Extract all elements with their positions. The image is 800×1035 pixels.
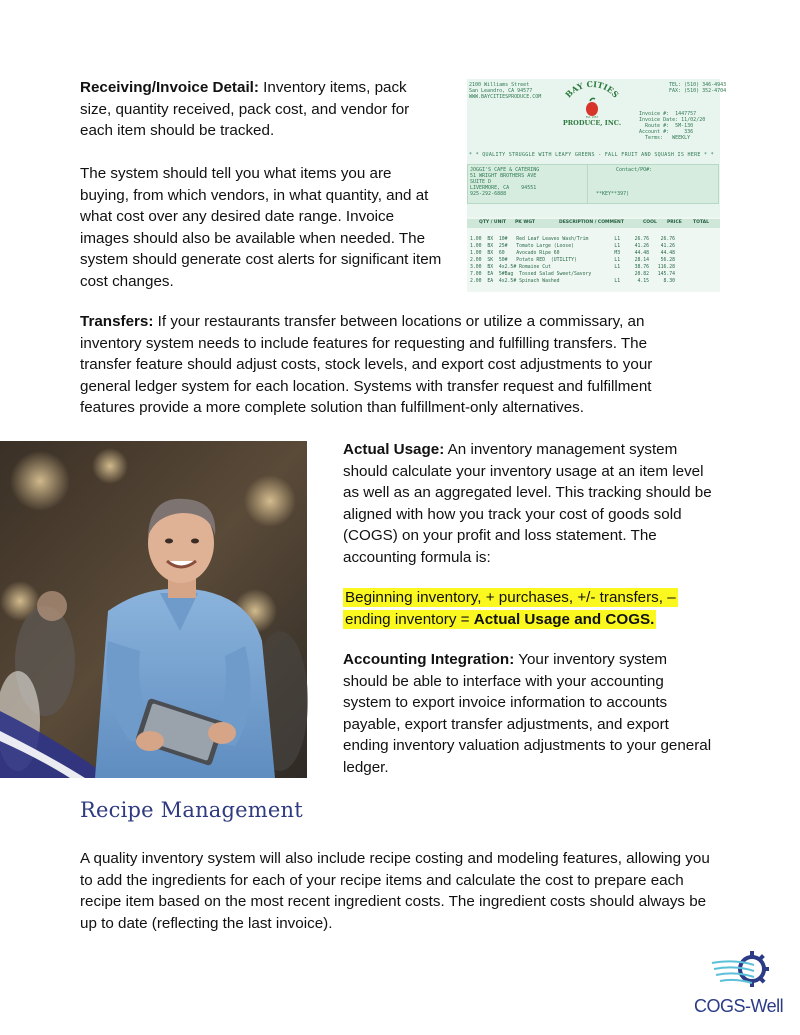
invoice-col-price: PRICE — [667, 220, 682, 225]
invoice-row: 3.00 BX 4x2.5# Romaine Cut L1 38.76 116.28 — [470, 265, 676, 270]
invoice-logo-est: Est. 1957 — [585, 116, 599, 119]
invoice-row: 1.00 BX 60 Avocado Ripe 60 M3 44.48 44.48 — [470, 251, 676, 256]
svg-text:BAY CITIES — [563, 81, 621, 100]
invoice-col-qty: QTY / UNIT — [479, 220, 507, 225]
bay-cities-logo — [557, 81, 627, 127]
invoice-logo-top: BAY CITIES — [563, 81, 622, 100]
invoice-fields: Invoice #: 1447757 Invoice Date: 11/02/20 Route #: 5M-130 Account #: 336 Terms: WEEKLY — [639, 111, 706, 141]
invoice-col-pkwgt: PK WGT — [515, 220, 535, 225]
invoice-bill-to-text: JOGGI'S CAFE & CATERING 51 WRIGHT BROTHERS AVE SUITE D LIVERMORE, CA 94551 925-292-6888 — [470, 167, 540, 197]
restaurant-manager-photo — [0, 441, 307, 778]
accounting-paragraph — [343, 649, 713, 779]
actual-usage-heading: Actual Usage: — [343, 441, 445, 458]
formula-bold: Actual Usage and COGS. — [473, 610, 655, 628]
receiving-heading: Receiving/Invoice Detail: — [80, 79, 259, 96]
cogs-formula — [343, 587, 723, 630]
invoice-table-header — [467, 219, 720, 228]
invoice-key-code: **KEY**397) — [596, 191, 630, 197]
invoice-row: 2.00 SK 50# Potato RED (UTILITY) L1 28.14 56.28 — [470, 258, 676, 263]
actual-usage-paragraph — [343, 439, 723, 569]
transfers-text: If your restaurants transfer between locations or utilize a commissary, an inventory system needs to include features for requesting and fulfilling transfers. The transfer feature should adjust costs, stock levels, and export cost adjustments to your general ledger system for each location. Systems with transfer request and fulfillment features provide a more complete solution than fulfillment-only alternatives. — [80, 313, 653, 417]
formula-text: Beginning inventory, + purchases, +/- transfers, – ending inventory = — [345, 589, 676, 628]
system-paragraph: The system should tell you what items you are buying, from which vendors, in what quantity, and at what cost over any desired date range. Invoice images should also be available when needed. The system should generate cost alerts for significant item cost changes. — [80, 165, 442, 290]
transfers-heading: Transfers: — [80, 313, 154, 330]
invoice-col-description: DESCRIPTION / COMMENT — [559, 220, 624, 225]
invoice-col-cool: COOL — [643, 220, 657, 225]
invoice-col-total: TOTAL — [693, 220, 709, 225]
cogs-well-logo-text: COGS-Well — [694, 996, 784, 1016]
invoice-row: 7.00 EA 5#Bag Tossed Salad Sweet/Savory 20.82 145.74 — [470, 272, 676, 277]
invoice-image — [467, 79, 727, 292]
invoice-row: 2.00 EA 4x2.5# Spinach Washed L1 4.15 8.30 — [470, 279, 676, 284]
invoice-contact-label: Contact/PO#: — [616, 167, 653, 173]
receiving-text: Inventory items, pack size, quantity received, pack cost, and vendor for each item should be tracked. — [80, 79, 410, 140]
invoice-row: 1.00 BX 10# Red Leaf Leaves Wash/Trim L1 26.76 26.76 — [470, 237, 676, 242]
invoice-row: 1.00 BX 25# Tomato Large (Loose) L1 41.26 41.26 — [470, 244, 676, 249]
receiving-paragraph — [80, 77, 440, 142]
invoice-contact-box — [587, 164, 719, 204]
accounting-text: Your inventory system should be able to interface with your accounting system to export invoice information to accounts payable, export transfer adjustments, and export ending inventory valuation adjustments to your general ledger. — [343, 651, 712, 776]
accounting-heading: Accounting Integration: — [343, 651, 515, 668]
invoice-slogan: * * QUALITY STRUGGLE WITH LEAFY GREENS - FALL FRUIT AND SQUASH IS HERE * * — [469, 152, 714, 158]
recipe-section-title: Recipe Management — [80, 798, 303, 822]
transfers-paragraph — [80, 311, 680, 419]
invoice-logo-bottom: PRODUCE, INC. — [562, 119, 622, 127]
cogs-well-logo-icon — [710, 949, 770, 993]
actual-usage-text: An inventory management system should calculate your inventory usage at an item level as well as an aggregated level. This tracking should be aligned with how you track your cost of goods sold (COGS) on your profit and loss statement. The accounting formula is: — [343, 441, 712, 566]
invoice-vendor-contact: TEL: (510) 346-4943 FAX: (510) 352-4704 — [669, 82, 727, 94]
invoice-vendor-address: 2100 Williams Street San Leandro, CA 94577 WWW.BAYCITIESPRODUCE.COM — [469, 82, 542, 100]
recipe-paragraph: A quality inventory system will also include recipe costing and modeling features, allowing you to add the ingredients for each of your recipe items and calculate the cost to prepare each recipe item based on the most recent ingredient costs. The ingredient costs should always be up to date (reflecting the last invoice). — [80, 850, 710, 932]
formula-highlight — [343, 588, 678, 629]
